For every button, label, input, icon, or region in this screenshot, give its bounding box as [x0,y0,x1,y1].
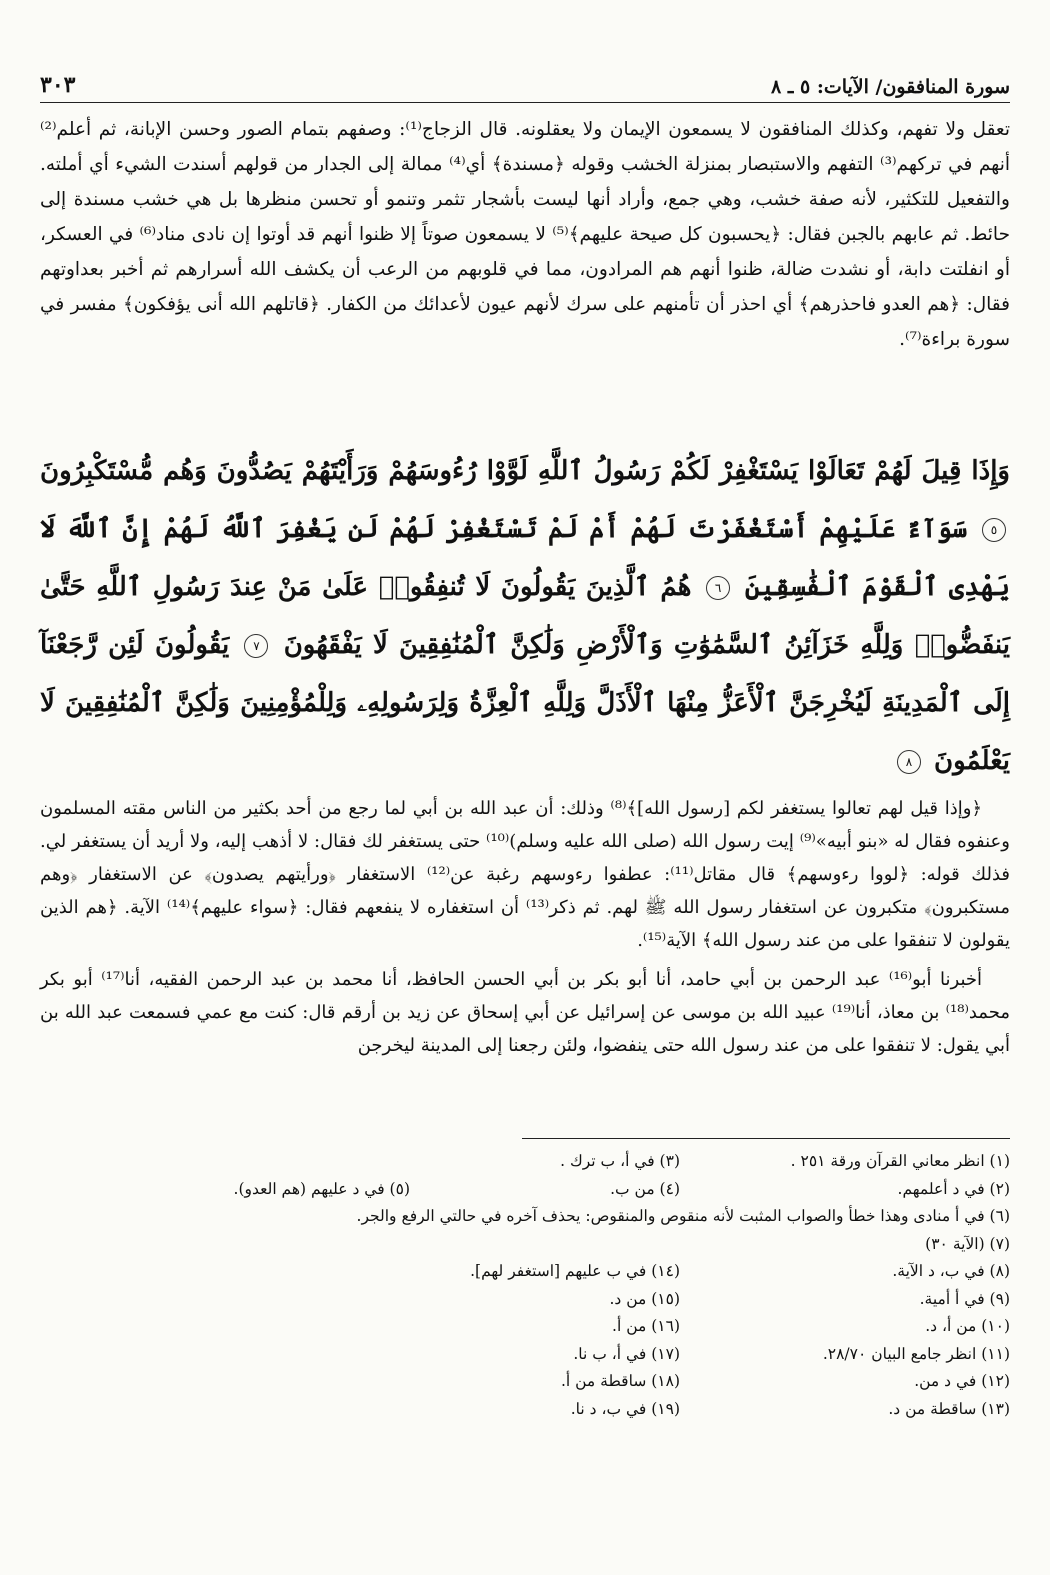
quran-verses [40,442,1010,790]
footnote: (١٣) ساقطة من د. [888,1399,1010,1418]
footnote-row [40,1313,1010,1341]
verse-text: هُمُ ٱلَّذِينَ يَقُولُونَ لَا تُنفِقُوا۟ عَلَىٰ مَنْ عِندَ رَسُولِ ٱللَّهِ حَتَّىٰ يَنفَضُّوا۟ وَلِلَّهِ خَزَآئِنُ ٱلسَّمَٰوَٰتِ وَٱلْأَرْضِ وَلَٰكِنَّ ٱلْمُنَٰفِقِينَ لَا يَفْقَهُونَ [40,572,1010,660]
page-header [40,62,1010,103]
footnote: (٩) في أ أمية. [919,1289,1010,1308]
running-title: سورة المنافقون/ الآيات: ٥ ـ ٨ [770,76,1010,98]
commentary-paragraph: تعقل ولا تفهم، وكذلك المنافقون لا يسمعون الإيمان ولا يعقلونه. قال الزجاج⁽¹⁾: وصفهم بتمام الصور وحسن الإبانة، ثم أعلم⁽²⁾ أنهم في تركهم⁽³⁾ التفهم والاستبصار بمنزلة الخشب وقوله ﴿مسندة﴾ أي⁽⁴⁾ ممالة إلى الجدار من قولهم أسندت الشيء أي أملته. والتفعيل للتكثير، لأنه صفة خشب، وهي جمع، وأراد أنها ليست بأشجار تثمر وتنمو أو تحسن منظرها بل هي خشب مسندة إلى حائط. ثم عابهم بالجبن فقال: ﴿يحسبون كل صيحة عليهم﴾⁽⁵⁾ لا يسمعون صوتاً إلا ظنوا أنهم قد أوتوا إن نادى مناد⁽⁶⁾ في العسكر، أو انفلتت دابة، أو نشدت ضالة، ظنوا أنهم هم المرادون، مما في قلوبهم من الرعب أن يكشف الله أسرارهم ثم أخبر بعداوتهم فقال: ﴿هم العدو فاحذرهم﴾ أي احذر أن تأمنهم على سرك لأنهم عيون لأعدائك من الكفار. ﴿قاتلهم الله أنى يؤفكون﴾ مفسر في سورة براءة⁽⁷⁾. [40,119,1011,350]
footnote-row [40,1148,1010,1176]
footnote-row [40,1231,1010,1259]
footnote-row [40,1258,1010,1286]
tafsir-paragraph: ﴿وإذا قيل لهم تعالوا يستغفر لكم [رسول الله]﴾⁽⁸⁾ وذلك: أن عبد الله بن أبي لما رجع من أحد بكثير من الناس مقته المسلمون وعنفوه فقال له «بنو أبيه»⁽⁹⁾ إيت رسول الله (صلى الله عليه وسلم)⁽¹⁰⁾ حتى يستغفر لك فقال: لا أذهب إليه، ولا أريد أن يستغفر لي. فذلك قوله: ﴿لووا رءوسهم﴾ قال مقاتل⁽¹¹⁾: عطفوا رءوسهم رغبة عن⁽¹²⁾ الاستغفار ﴿ورأيتهم يصدون﴾ عن الاستغفار ﴿وهم مستكبرون﴾ متكبرون عن استغفار رسول الله ﷺ لهم. ثم ذكر⁽¹³⁾ أن استغفاره لا ينفعهم فقال: ﴿سواء عليهم﴾⁽¹⁴⁾ الآية. ﴿هم الذين يقولون لا تنفقوا على من عند رسول الله﴾ الآية⁽¹⁵⁾. [40,798,1010,951]
footnote: (١٨) ساقطة من أ. [560,1372,680,1390]
verse-text: سَوَآءٌ عَلَيْهِمْ أَسْتَغْفَرْتَ لَهُمْ أَمْ لَمْ تَسْتَغْفِرْ لَهُمْ لَن يَغْفِرَ ٱللَّهُ لَهُمْ إِنَّ ٱللَّهَ لَا يَهْدِى ٱلْقَوْمَ ٱلْفَٰسِقِينَ [40,514,1010,602]
footnote: (٢) في د أعلمهم. [897,1179,1010,1198]
footnote: (١٩) في ب، د نا. [570,1399,680,1418]
verses-paragraph [40,442,1010,790]
verse-text: يَقُولُونَ لَئِن رَّجَعْنَآ إِلَى ٱلْمَدِينَةِ لَيُخْرِجَنَّ ٱلْأَعَزُّ مِنْهَا ٱلْأَذَلَّ وَلِلَّهِ ٱلْعِزَّةُ وَلِرَسُولِهِۦ وَلِلْمُؤْمِنِينَ وَلَٰكِنَّ ٱلْمُنَٰفِقِينَ لَا يَعْلَمُونَ [40,630,1010,776]
footnote: (٥) في د عليهم (هم العدو). [233,1179,410,1198]
verse-number-marker: ٥ [982,518,1006,542]
verse-number-marker: ٨ [897,750,921,774]
footnote-row [40,1286,1010,1314]
footnote [40,1148,410,1176]
commentary-block [40,112,1010,357]
footnote-row [40,1368,1010,1396]
footnote: (١٦) من أ. [612,1317,680,1335]
footnote: (١١) انظر جامع البيان ٢٨/٧٠. [822,1344,1010,1363]
isnad-paragraph: أخبرنا أبو⁽¹⁶⁾ عبد الرحمن بن أبي حامد، أنا أبو بكر بن أبي الحسن الحافظ، أنا محمد بن عبد الرحمن الفقيه، أنا⁽¹⁷⁾ أبو بكر محمد⁽¹⁸⁾ بن معاذ، أنا⁽¹⁹⁾ عبيد الله بن موسى عن إسرائيل عن أبي إسحاق عن زيد بن أرقم قال: كنت مع عمي فسمعت عبد الله بن أبي يقول: لا تنفقوا على من عند رسول الله حتى ينفضوا، ولئن رجعنا إلى المدينة ليخرجن [40,969,1010,1056]
footnote: (٣) في أ، ب ترك . [560,1152,680,1170]
footnote: (١٠) من أ، د. [925,1317,1010,1335]
footnote: (١٥) من د. [609,1289,680,1308]
footnote: (١٧) في أ، ب نا. [573,1344,680,1363]
footnote: (٧) (الآية ٣٠) [925,1234,1010,1253]
footnote: (٦) في أ منادى وهذا خطأ والصواب المثبت لأنه منقوص والمنقوص: يحذف آخره في حالتي الرفع والجر. [356,1207,1010,1225]
footnote-row [40,1341,1010,1369]
verse-text: وَإِذَا قِيلَ لَهُمْ تَعَالَوْا يَسْتَغْفِرْ لَكُمْ رَسُولُ ٱللَّهِ لَوَّوْا رُءُوسَهُمْ وَرَأَيْتَهُمْ يَصُدُّونَ وَهُم مُّسْتَكْبِرُونَ [40,456,1010,486]
footnote-row [40,1176,1010,1204]
footnote: (١) انظر معاني القرآن ورقة ٢٥١ . [790,1152,1010,1170]
verse-number-marker: ٦ [706,576,730,600]
footnote: (٨) في ب، د الآية. [892,1262,1010,1280]
footnote: (٤) من ب. [610,1179,680,1198]
page-number: ٣٠٣ [40,72,76,98]
footnote-separator [522,1138,1010,1139]
footnote: (١٤) في ب عليهم [استغفر لهم]. [470,1262,680,1280]
footnote: (١٢) في د من. [914,1372,1010,1390]
footnote-row [40,1203,1010,1231]
footnotes [40,1148,1010,1423]
tafsir-block [40,792,1010,1068]
verse-number-marker: ٧ [244,634,268,658]
footnote-row [40,1396,1010,1424]
